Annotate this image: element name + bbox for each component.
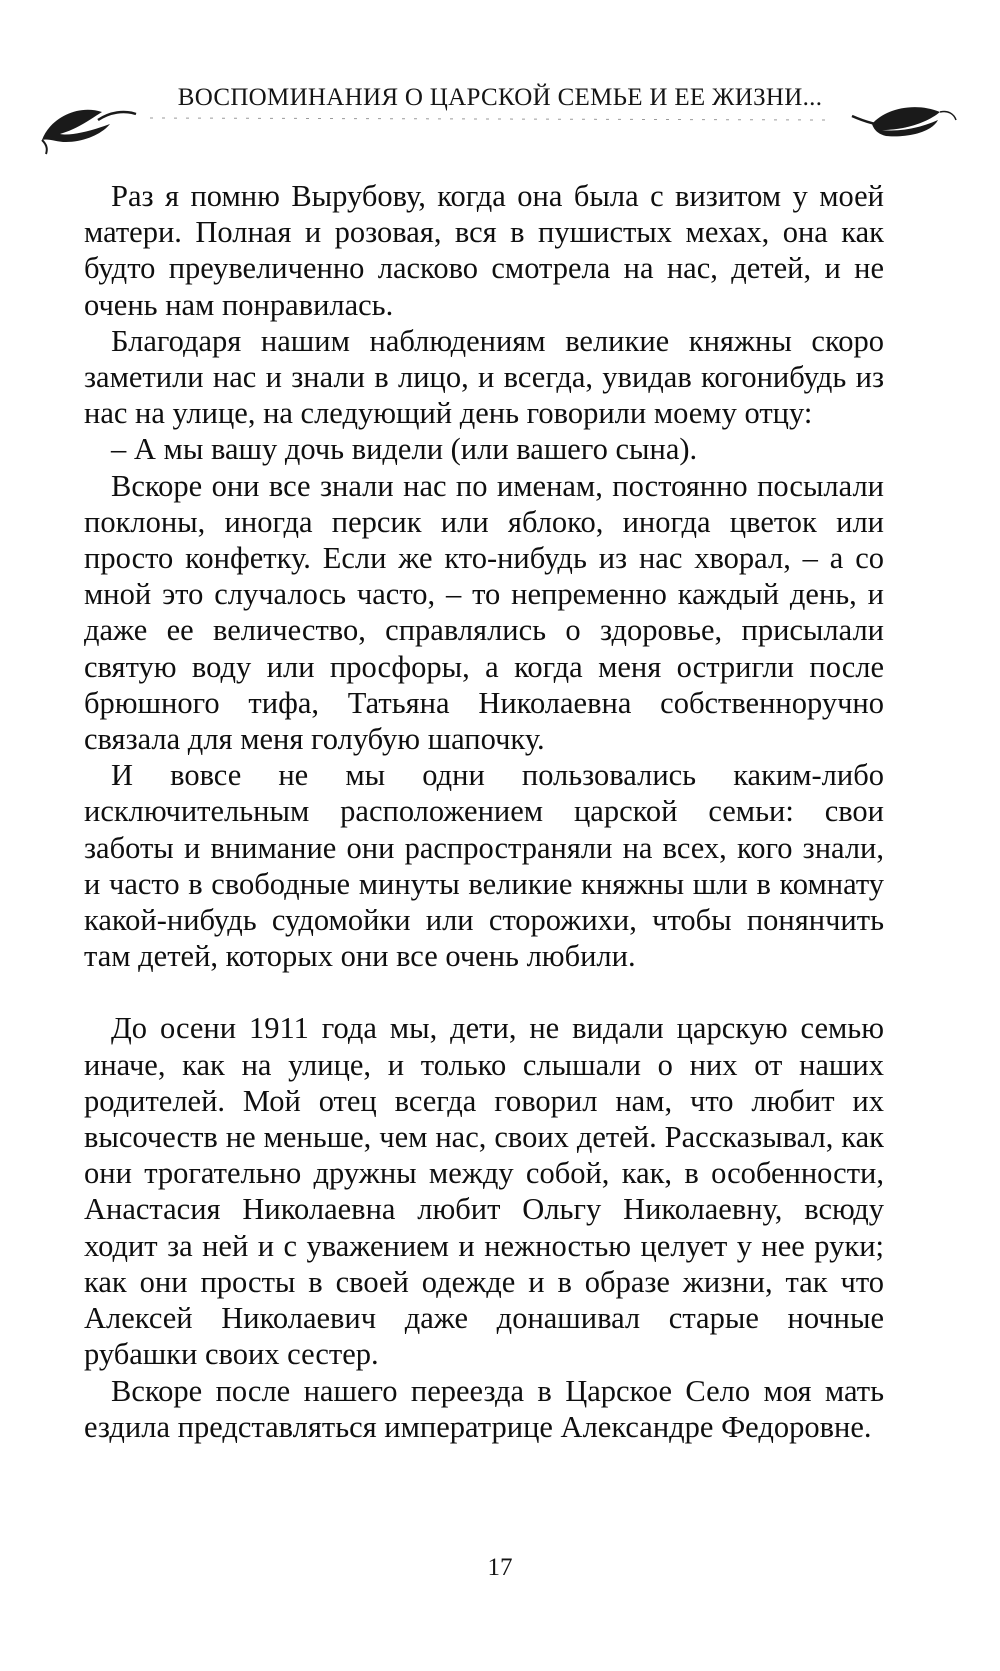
paragraph-2: Благодаря нашим наблюдениям великие княжны скоро заметили нас и знали в лицо, и всегда, увидав когонибудь из нас на улице, на следующий день говорили моему отцу:	[84, 323, 884, 431]
paragraph-3: Вскоре они все знали нас по именам, постоянно посылали поклоны, иногда персик или яблоко, иногда цветок или просто конфетку. Если же кто-нибудь из нас хворал, – а со мной это случалось часто, – то непременно каждый день, и даже ее величество, справлялись о здоровье, присылали святую воду или просфоры, а когда меня остригли после брюшного тифа, Татьяна Николаевна собственноручно связала для меня голубую шапочку.	[84, 468, 884, 757]
main-text	[84, 178, 884, 1445]
paragraph-5: До осени 1911 года мы, дети, не видали царскую семью иначе, как на улице, и только слышали о них от наших родителей. Мой отец всегда говорил нам, что любит их высочеств не меньше, чем нас, своих детей. Рассказывал, как они трогательно дружны между собой, как, в особенности, Анастасия Николаевна любит Ольгу Николаевну, всюду ходит за ней и с уважением и нежностью целует у нее руки; как они просты в своей одежде и в образе жизни, так что Алексей Николаевич даже донашивал старые ночные рубашки своих сестер.	[84, 1011, 884, 1372]
header-ornament	[40, 98, 970, 158]
paragraph-4: И вовсе не мы одни пользовались каким-либо исключительным расположением царской семьи: свои заботы и внимание они распространяли на всех, кого знали, и часто в свободные минуты великие княжны шли в комнату какой-нибудь судомойки или сторожихи, чтобы понянчить там детей, которых они все очень любили.	[84, 758, 884, 974]
running-header: ВОСПОМИНАНИЯ О ЦАРСКОЙ СЕМЬЕ И ЕЕ ЖИЗНИ...	[177, 84, 823, 111]
paragraph-1: Раз я помню Вырубову, когда она была с визитом у моей матери. Полная и розовая, вся в пушистых мехах, она как будто преувеличенно ласково смотрела на нас, детей, и не очень нам понравилась.	[84, 179, 884, 322]
leaf-ornament-left-icon	[42, 110, 136, 154]
dotted-divider	[150, 118, 830, 120]
paragraph-6: Вскоре после нашего переезда в Царское Село моя мать ездила представляться императрице Александре Федоровне.	[84, 1373, 884, 1444]
page-number: 17	[487, 1554, 513, 1581]
dialogue-line: – А мы вашу дочь видели (или вашего сына).	[111, 432, 698, 467]
leaf-ornament-right-icon	[852, 107, 956, 136]
